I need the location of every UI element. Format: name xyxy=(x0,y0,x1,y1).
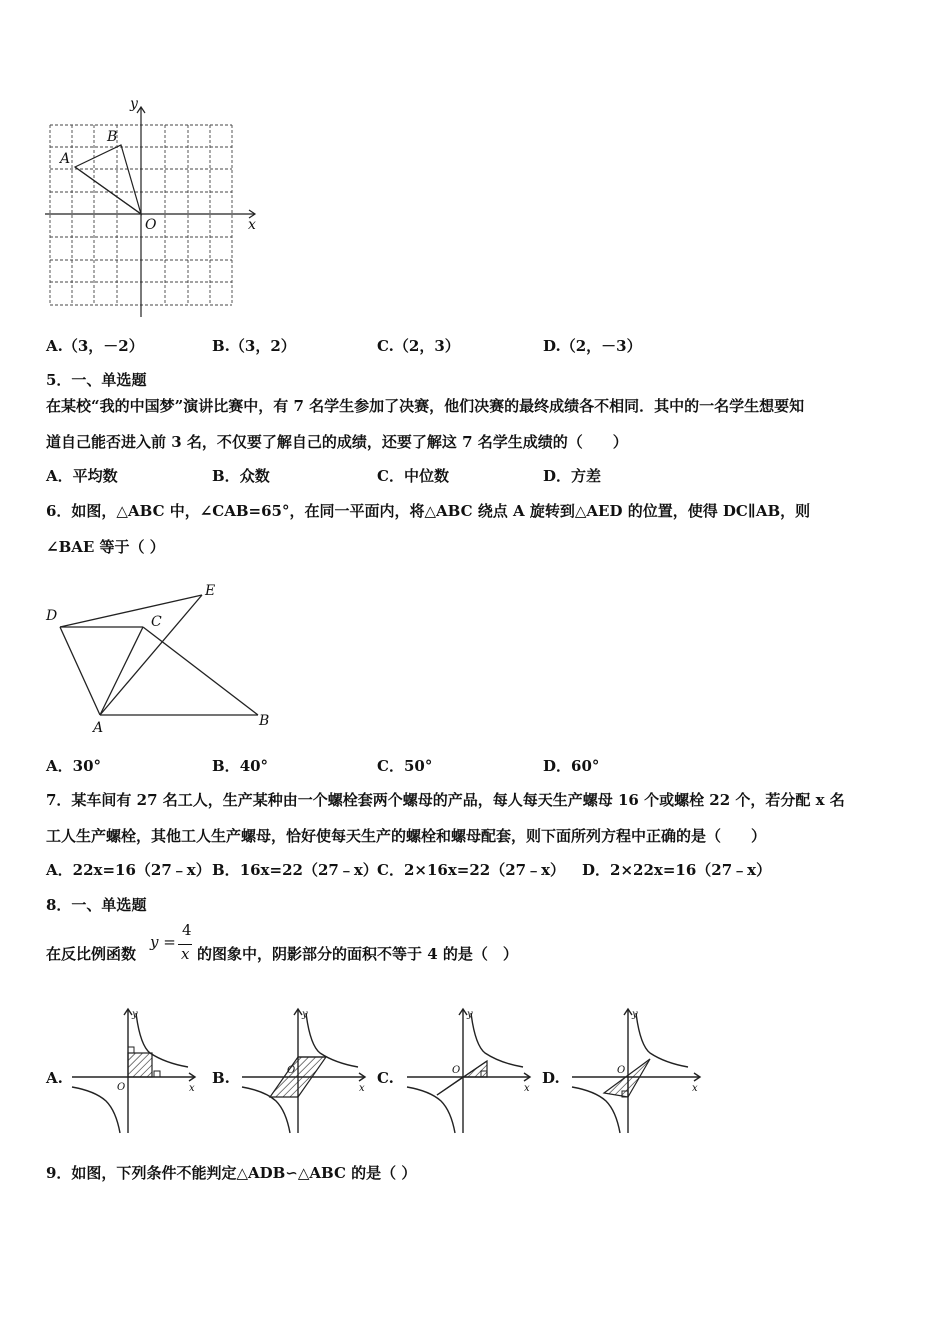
q8-formula xyxy=(150,922,196,966)
q8-suffix: 的图象中，阴影部分的面积不等于 4 的是（ ） xyxy=(197,945,518,963)
q8-header: 8．一、单选题 xyxy=(46,896,147,914)
q8-graph-b-label-x: x xyxy=(359,1083,365,1094)
q5-option-a: A．平均数 xyxy=(46,467,118,485)
q5-option-c: C．中位数 xyxy=(377,467,449,485)
q8-graph-c-curve-q1 xyxy=(471,1013,523,1067)
q4-label-a: A xyxy=(60,151,71,167)
q8-graph-c-label-origin: O xyxy=(452,1065,461,1076)
q5-option-d: D．方差 xyxy=(543,467,602,485)
q8-graph-a-label-origin: O xyxy=(117,1082,126,1093)
q8-graph-c-label-y: y xyxy=(467,1009,473,1020)
q8-option-a: A. xyxy=(46,1069,63,1087)
q4-label-b: B xyxy=(107,129,118,145)
q8-graph-b-label-y: y xyxy=(302,1009,308,1020)
q6-label-e: E xyxy=(205,583,216,599)
q6-option-b: B．40° xyxy=(212,757,269,775)
q7-option-c: C．2×16x=22（27﹣x） xyxy=(377,861,566,879)
q8-graph-d-label-y: y xyxy=(632,1009,638,1020)
q4-option-d: D.（2，－3） xyxy=(543,337,642,355)
q5-question-line1: 在某校“我的中国梦”演讲比赛中，有 7 名学生参加了决赛，他们决赛的最终成绩各不相同．其中的一名学生想要知 xyxy=(46,397,805,415)
q6-label-c: C xyxy=(151,614,162,630)
q8-graph-c-label-x: x xyxy=(524,1083,530,1094)
q4-label-y: y xyxy=(130,96,138,112)
q8-formula-lhs: y = xyxy=(150,933,176,951)
q6-label-a: A xyxy=(93,720,104,736)
q6-label-b: B xyxy=(259,713,270,729)
q6-option-c: C．50° xyxy=(377,757,433,775)
q5-question-line2: 道自己能否进入前 3 名，不仅要了解自己的成绩，还要了解这 7 名学生成绩的（ ） xyxy=(46,433,628,451)
q8-graph-c xyxy=(405,1005,535,1135)
q6-segment-cb xyxy=(143,627,258,715)
q6-segment-ad xyxy=(60,627,100,715)
q4-label-x: x xyxy=(248,217,256,233)
q6-option-d: D．60° xyxy=(543,757,600,775)
q7-question-line1: 7．某车间有 27 名工人，生产某种由一个螺栓套两个螺母的产品，每人每天生产螺母 16 个或螺栓 22 个，若分配 x 名 xyxy=(46,791,845,809)
q8-formula-denominator: x xyxy=(181,945,190,963)
q6-label-d: D xyxy=(46,608,58,624)
q6-question-line1: 6．如图，△ABC 中，∠CAB=65°，在同一平面内，将△ABC 绕点 A 旋转到△AED 的位置，使得 DC∥AB，则 xyxy=(46,502,811,520)
q7-option-a: A．22x=16（27﹣x） xyxy=(46,861,211,879)
q4-coordinate-grid-figure xyxy=(40,95,270,325)
q8-graph-d-label-origin: O xyxy=(617,1065,626,1076)
q8-graph-d-label-x: x xyxy=(692,1083,698,1094)
q7-question-line2: 工人生产螺栓，其他工人生产螺母，恰好使每天生产的螺栓和螺母配套，则下面所列方程中正确的是（ ） xyxy=(46,827,767,845)
q4-option-c: C.（2，3） xyxy=(377,337,460,355)
q8-option-b: B. xyxy=(212,1069,230,1087)
q6-segment-ae xyxy=(100,595,202,715)
q8-option-d: D. xyxy=(542,1069,560,1087)
q6-rotation-figure xyxy=(40,575,280,735)
q5-option-b: B．众数 xyxy=(212,467,270,485)
q4-option-a: A.（3，－2） xyxy=(46,337,144,355)
q8-graph-d-curve-q1 xyxy=(636,1013,688,1067)
q8-graph-b xyxy=(240,1005,370,1135)
q8-graph-a-shaded-area xyxy=(128,1053,152,1077)
q8-graph-a-label-y: y xyxy=(132,1009,138,1020)
q4-triangle-aob xyxy=(75,145,141,214)
q7-option-d: D．2×22x=16（27﹣x） xyxy=(582,861,772,879)
q8-graph-a xyxy=(70,1005,200,1135)
q8-graph-c-curve-q3 xyxy=(407,1087,455,1133)
q8-graph-a-curve-q3 xyxy=(72,1087,120,1133)
q7-option-b: B．16x=22（27﹣x） xyxy=(212,861,378,879)
q6-segment-de xyxy=(60,595,202,627)
q8-option-c: C. xyxy=(377,1069,394,1087)
q6-question-line2: ∠BAE 等于（ ） xyxy=(46,538,165,556)
q4-label-origin: O xyxy=(145,217,157,233)
q5-header: 5．一、单选题 xyxy=(46,371,147,389)
q4-option-b: B.（3，2） xyxy=(212,337,296,355)
q9-question-line1: 9．如图，下列条件不能判定△ADB∽△ABC 的是（ ） xyxy=(46,1164,417,1182)
q8-graph-b-label-origin: O xyxy=(287,1065,296,1076)
q8-graph-a-label-x: x xyxy=(189,1083,195,1094)
q8-formula-numerator: 4 xyxy=(182,921,192,939)
q8-prefix: 在反比例函数 xyxy=(46,945,137,963)
q6-option-a: A．30° xyxy=(46,757,102,775)
q8-graph-d xyxy=(570,1005,705,1135)
